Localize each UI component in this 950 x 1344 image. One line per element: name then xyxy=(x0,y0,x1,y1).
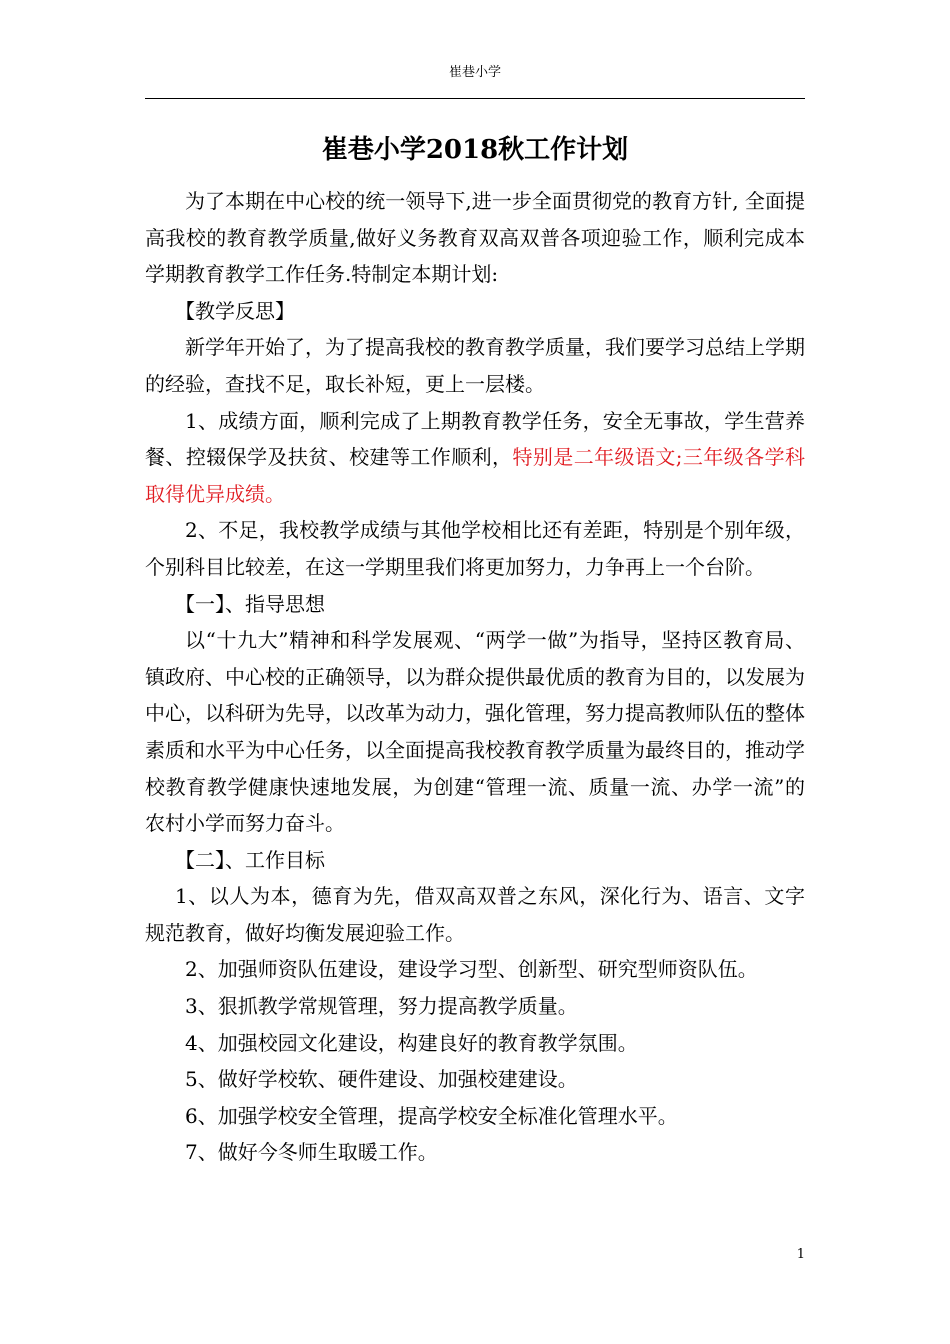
section1-paragraph: 以“十九大”精神和科学发展观、“两学一做”为指导，坚持区教育局、镇政府、中心校的正确领导，以为群众提供最优质的教育为目的，以发展为中心，以科研为先导，以改革为动力，强化管理，努力提高教师队伍的整体素质和水平为中心任务，以全面提高我校教育教学质量为最终目的，推动学校教育教学健康快速地发展，为创建“管理一流、质量一流、办学一流”的农村小学而努力奋斗。 xyxy=(145,628,805,836)
goal-item: 2、加强师资队伍建设，建设学习型、创新型、研究型师资队伍。 xyxy=(185,957,758,982)
goal-item: 3、狠抓教学常规管理，努力提高教学质量。 xyxy=(185,994,578,1019)
document-body xyxy=(145,183,805,1171)
page-number: 1 xyxy=(796,1247,805,1262)
section2-heading: 【二】、工作目标 xyxy=(175,847,325,872)
section1-heading: 【一】、指导思想 xyxy=(175,591,325,616)
achievement-highlight: 特别是二年级语文;三年级各学科取得优异成绩。 xyxy=(145,445,805,506)
shortcoming-paragraph: 2、不足，我校教学成绩与其他学校相比还有差距，特别是个别年级，个别科目比较差，在这一学期里我们将更加努力，力争再上一个台阶。 xyxy=(145,518,805,579)
header-rule xyxy=(145,98,805,99)
goal-item: 5、做好学校软、硬件建设、加强校建建设。 xyxy=(185,1067,578,1092)
goal-item: 6、加强学校安全管理，提高学校安全标准化管理水平。 xyxy=(185,1103,678,1128)
document-title: 崔巷小学2018秋工作计划 xyxy=(321,135,629,165)
reflection-intro-paragraph: 新学年开始了，为了提高我校的教育教学质量，我们要学习总结上学期的经验，查找不足，取长补短，更上一层楼。 xyxy=(145,335,805,396)
goal-item: 4、加强校园文化建设，构建良好的教育教学氛围。 xyxy=(185,1030,638,1055)
goal-item: 1、以人为本，德育为先，借双高双普之东风，深化行为、语言、文字规范教育，做好均衡发展迎验工作。 xyxy=(145,884,805,945)
achievement-text: 1、成绩方面，顺利完成了上期教育教学任务，安全无事故，学生营养餐、控辍保学及扶贫、校建等工作顺利， xyxy=(145,408,805,470)
achievement-paragraph xyxy=(145,403,805,513)
intro-paragraph: 为了本期在中心校的统一领导下,进一步全面贯彻党的教育方针, 全面提高我校的教育教学质量,做好义务教育双高双普各项迎验工作，顺利完成本学期教育教学工作任务.特制定本期计划: xyxy=(145,189,805,287)
goal-item: 7、做好今冬师生取暖工作。 xyxy=(185,1140,438,1165)
running-header: 崔巷小学 xyxy=(448,65,501,80)
reflection-heading: 【教学反思】 xyxy=(175,298,295,323)
